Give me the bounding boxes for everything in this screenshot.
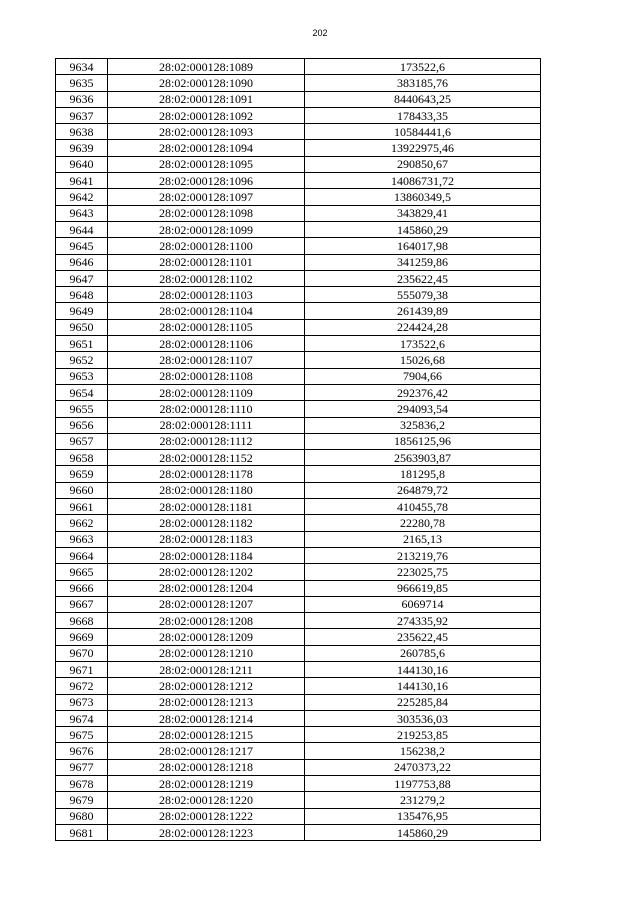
- row-number-cell: 9644: [56, 221, 108, 237]
- table-row: [56, 613, 541, 629]
- cadastral-number-cell: 28:02:000128:1094: [108, 140, 305, 156]
- row-number-cell: 9670: [56, 645, 108, 661]
- cadastral-number-cell: 28:02:000128:1184: [108, 547, 305, 563]
- row-number-cell: 9658: [56, 450, 108, 466]
- value-cell: 383185,76: [305, 75, 541, 91]
- row-number-cell: 9668: [56, 613, 108, 629]
- row-number-cell: 9677: [56, 759, 108, 775]
- table-row: [56, 221, 541, 237]
- cadastral-number-cell: 28:02:000128:1091: [108, 91, 305, 107]
- value-cell: 1856125,96: [305, 433, 541, 449]
- table-row: [56, 336, 541, 352]
- table-row: [56, 776, 541, 792]
- table-row: [56, 808, 541, 824]
- value-cell: 225285,84: [305, 694, 541, 710]
- row-number-cell: 9640: [56, 156, 108, 172]
- table-row: [56, 531, 541, 547]
- value-cell: 2563903,87: [305, 450, 541, 466]
- row-number-cell: 9641: [56, 173, 108, 189]
- value-cell: 145860,29: [305, 221, 541, 237]
- cadastral-number-cell: 28:02:000128:1207: [108, 596, 305, 612]
- table-row: [56, 482, 541, 498]
- cadastral-number-cell: 28:02:000128:1182: [108, 515, 305, 531]
- value-cell: 213219,76: [305, 547, 541, 563]
- row-number-cell: 9679: [56, 792, 108, 808]
- row-number-cell: 9666: [56, 580, 108, 596]
- row-number-cell: 9652: [56, 352, 108, 368]
- table-row: [56, 759, 541, 775]
- cadastral-number-cell: 28:02:000128:1219: [108, 776, 305, 792]
- cadastral-number-cell: 28:02:000128:1209: [108, 629, 305, 645]
- cadastral-number-cell: 28:02:000128:1097: [108, 189, 305, 205]
- value-cell: 264879,72: [305, 482, 541, 498]
- cadastral-number-cell: 28:02:000128:1108: [108, 368, 305, 384]
- row-number-cell: 9664: [56, 547, 108, 563]
- row-number-cell: 9646: [56, 254, 108, 270]
- value-cell: 2165,13: [305, 531, 541, 547]
- table-row: [56, 140, 541, 156]
- cadastral-number-cell: 28:02:000128:1180: [108, 482, 305, 498]
- table-row: [56, 515, 541, 531]
- value-cell: 164017,98: [305, 238, 541, 254]
- cadastral-number-cell: 28:02:000128:1208: [108, 613, 305, 629]
- value-cell: 14086731,72: [305, 173, 541, 189]
- table-row: [56, 287, 541, 303]
- value-cell: 181295,8: [305, 466, 541, 482]
- value-cell: 13922975,46: [305, 140, 541, 156]
- value-cell: 144130,16: [305, 678, 541, 694]
- value-cell: 1197753,88: [305, 776, 541, 792]
- cadastral-number-cell: 28:02:000128:1107: [108, 352, 305, 368]
- table-body: [56, 59, 541, 841]
- value-cell: 294093,54: [305, 401, 541, 417]
- row-number-cell: 9661: [56, 499, 108, 515]
- cadastral-number-cell: 28:02:000128:1214: [108, 710, 305, 726]
- row-number-cell: 9642: [56, 189, 108, 205]
- table-row: [56, 564, 541, 580]
- row-number-cell: 9680: [56, 808, 108, 824]
- cadastral-number-cell: 28:02:000128:1218: [108, 759, 305, 775]
- cadastral-number-cell: 28:02:000128:1093: [108, 124, 305, 140]
- row-number-cell: 9660: [56, 482, 108, 498]
- row-number-cell: 9659: [56, 466, 108, 482]
- row-number-cell: 9655: [56, 401, 108, 417]
- table-row: [56, 710, 541, 726]
- value-cell: 10584441,6: [305, 124, 541, 140]
- table-row: [56, 319, 541, 335]
- value-cell: 274335,92: [305, 613, 541, 629]
- cadastral-table: [55, 58, 541, 841]
- table-row: [56, 303, 541, 319]
- cadastral-number-cell: 28:02:000128:1104: [108, 303, 305, 319]
- row-number-cell: 9635: [56, 75, 108, 91]
- row-number-cell: 9656: [56, 417, 108, 433]
- cadastral-number-cell: 28:02:000128:1152: [108, 450, 305, 466]
- table-row: [56, 645, 541, 661]
- cadastral-number-cell: 28:02:000128:1183: [108, 531, 305, 547]
- row-number-cell: 9645: [56, 238, 108, 254]
- value-cell: 292376,42: [305, 384, 541, 400]
- row-number-cell: 9651: [56, 336, 108, 352]
- table-row: [56, 547, 541, 563]
- row-number-cell: 9681: [56, 824, 108, 840]
- value-cell: 145860,29: [305, 824, 541, 840]
- cadastral-number-cell: 28:02:000128:1106: [108, 336, 305, 352]
- table-row: [56, 727, 541, 743]
- cadastral-number-cell: 28:02:000128:1105: [108, 319, 305, 335]
- row-number-cell: 9665: [56, 564, 108, 580]
- table-row: [56, 792, 541, 808]
- table-row: [56, 124, 541, 140]
- row-number-cell: 9676: [56, 743, 108, 759]
- table-row: [56, 107, 541, 123]
- value-cell: 8440643,25: [305, 91, 541, 107]
- row-number-cell: 9671: [56, 661, 108, 677]
- cadastral-number-cell: 28:02:000128:1213: [108, 694, 305, 710]
- table-row: [56, 173, 541, 189]
- cadastral-number-cell: 28:02:000128:1178: [108, 466, 305, 482]
- cadastral-number-cell: 28:02:000128:1112: [108, 433, 305, 449]
- value-cell: 325836,2: [305, 417, 541, 433]
- row-number-cell: 9675: [56, 727, 108, 743]
- table-row: [56, 694, 541, 710]
- table-row: [56, 238, 541, 254]
- cadastral-number-cell: 28:02:000128:1111: [108, 417, 305, 433]
- value-cell: 341259,86: [305, 254, 541, 270]
- table-row: [56, 824, 541, 840]
- cadastral-number-cell: 28:02:000128:1109: [108, 384, 305, 400]
- table-row: [56, 629, 541, 645]
- cadastral-number-cell: 28:02:000128:1101: [108, 254, 305, 270]
- cadastral-number-cell: 28:02:000128:1092: [108, 107, 305, 123]
- cadastral-number-cell: 28:02:000128:1099: [108, 221, 305, 237]
- row-number-cell: 9654: [56, 384, 108, 400]
- table-row: [56, 59, 541, 75]
- row-number-cell: 9648: [56, 287, 108, 303]
- value-cell: 555079,38: [305, 287, 541, 303]
- row-number-cell: 9673: [56, 694, 108, 710]
- value-cell: 261439,89: [305, 303, 541, 319]
- table-row: [56, 91, 541, 107]
- value-cell: 303536,03: [305, 710, 541, 726]
- cadastral-number-cell: 28:02:000128:1220: [108, 792, 305, 808]
- table-row: [56, 156, 541, 172]
- value-cell: 13860349,5: [305, 189, 541, 205]
- table-row: [56, 678, 541, 694]
- value-cell: 235622,45: [305, 629, 541, 645]
- cadastral-number-cell: 28:02:000128:1098: [108, 205, 305, 221]
- row-number-cell: 9634: [56, 59, 108, 75]
- row-number-cell: 9649: [56, 303, 108, 319]
- cadastral-number-cell: 28:02:000128:1100: [108, 238, 305, 254]
- value-cell: 22280,78: [305, 515, 541, 531]
- value-cell: 6069714: [305, 596, 541, 612]
- table-row: [56, 433, 541, 449]
- cadastral-number-cell: 28:02:000128:1103: [108, 287, 305, 303]
- table-row: [56, 384, 541, 400]
- row-number-cell: 9669: [56, 629, 108, 645]
- row-number-cell: 9639: [56, 140, 108, 156]
- row-number-cell: 9663: [56, 531, 108, 547]
- cadastral-number-cell: 28:02:000128:1110: [108, 401, 305, 417]
- row-number-cell: 9636: [56, 91, 108, 107]
- cadastral-number-cell: 28:02:000128:1089: [108, 59, 305, 75]
- cadastral-number-cell: 28:02:000128:1095: [108, 156, 305, 172]
- value-cell: 144130,16: [305, 661, 541, 677]
- table-row: [56, 450, 541, 466]
- cadastral-number-cell: 28:02:000128:1215: [108, 727, 305, 743]
- table-row: [56, 596, 541, 612]
- value-cell: 173522,6: [305, 336, 541, 352]
- value-cell: 231279,2: [305, 792, 541, 808]
- value-cell: 966619,85: [305, 580, 541, 596]
- row-number-cell: 9653: [56, 368, 108, 384]
- row-number-cell: 9638: [56, 124, 108, 140]
- value-cell: 173522,6: [305, 59, 541, 75]
- value-cell: 156238,2: [305, 743, 541, 759]
- cadastral-number-cell: 28:02:000128:1222: [108, 808, 305, 824]
- row-number-cell: 9657: [56, 433, 108, 449]
- table-row: [56, 466, 541, 482]
- page-number: 202: [312, 28, 328, 38]
- table-row: [56, 189, 541, 205]
- value-cell: 2470373,22: [305, 759, 541, 775]
- cadastral-number-cell: 28:02:000128:1202: [108, 564, 305, 580]
- cadastral-number-cell: 28:02:000128:1204: [108, 580, 305, 596]
- cadastral-number-cell: 28:02:000128:1210: [108, 645, 305, 661]
- table-row: [56, 254, 541, 270]
- table-row: [56, 368, 541, 384]
- cadastral-number-cell: 28:02:000128:1102: [108, 270, 305, 286]
- value-cell: 219253,85: [305, 727, 541, 743]
- value-cell: 224424,28: [305, 319, 541, 335]
- value-cell: 7904,66: [305, 368, 541, 384]
- table-row: [56, 743, 541, 759]
- value-cell: 343829,41: [305, 205, 541, 221]
- cadastral-number-cell: 28:02:000128:1212: [108, 678, 305, 694]
- cadastral-number-cell: 28:02:000128:1217: [108, 743, 305, 759]
- table-row: [56, 401, 541, 417]
- value-cell: 15026,68: [305, 352, 541, 368]
- table-row: [56, 580, 541, 596]
- value-cell: 223025,75: [305, 564, 541, 580]
- row-number-cell: 9647: [56, 270, 108, 286]
- row-number-cell: 9662: [56, 515, 108, 531]
- row-number-cell: 9667: [56, 596, 108, 612]
- cadastral-number-cell: 28:02:000128:1090: [108, 75, 305, 91]
- table-row: [56, 661, 541, 677]
- row-number-cell: 9674: [56, 710, 108, 726]
- row-number-cell: 9643: [56, 205, 108, 221]
- cadastral-number-cell: 28:02:000128:1096: [108, 173, 305, 189]
- row-number-cell: 9637: [56, 107, 108, 123]
- table-row: [56, 270, 541, 286]
- row-number-cell: 9672: [56, 678, 108, 694]
- table-row: [56, 499, 541, 515]
- table-row: [56, 75, 541, 91]
- table-row: [56, 205, 541, 221]
- value-cell: 178433,35: [305, 107, 541, 123]
- table-row: [56, 352, 541, 368]
- cadastral-number-cell: 28:02:000128:1211: [108, 661, 305, 677]
- value-cell: 290850,67: [305, 156, 541, 172]
- value-cell: 260785,6: [305, 645, 541, 661]
- table-row: [56, 417, 541, 433]
- value-cell: 135476,95: [305, 808, 541, 824]
- value-cell: 410455,78: [305, 499, 541, 515]
- row-number-cell: 9678: [56, 776, 108, 792]
- cadastral-number-cell: 28:02:000128:1223: [108, 824, 305, 840]
- cadastral-number-cell: 28:02:000128:1181: [108, 499, 305, 515]
- row-number-cell: 9650: [56, 319, 108, 335]
- value-cell: 235622,45: [305, 270, 541, 286]
